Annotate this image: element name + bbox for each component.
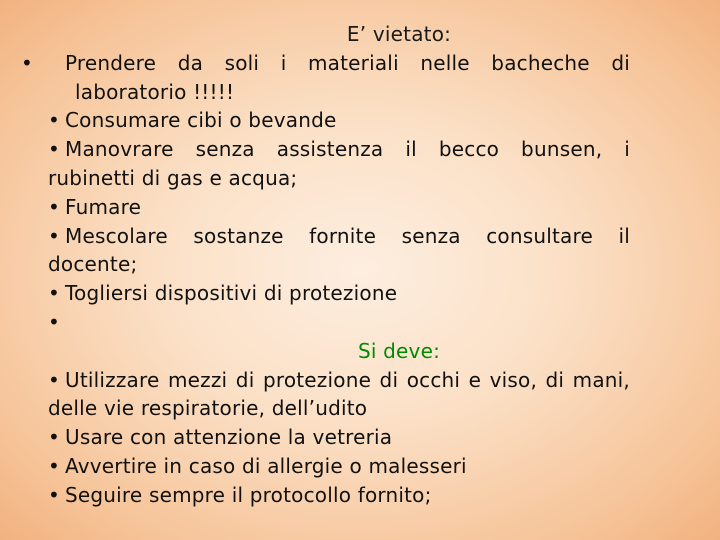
forbidden-item-6-text: Togliersi dispositivi di protezione xyxy=(65,281,398,306)
must-item-4-text: Seguire sempre il protocollo fornito; xyxy=(65,482,432,507)
forbidden-heading: E’ vietato: xyxy=(346,22,452,46)
bullet-icon: • xyxy=(48,137,60,162)
slide-content xyxy=(21,20,630,510)
forbidden-item-2-text: Consumare cibi o bevande xyxy=(65,108,337,133)
bullet-icon: • xyxy=(48,309,60,334)
bullet-icon: • xyxy=(48,425,60,450)
must-item-1-text: Utilizzare mezzi di protezione di occhi e viso, di mani, delle vie respiratorie, dell’udito xyxy=(48,367,630,421)
must-heading: Si deve: xyxy=(357,338,441,363)
forbidden-item-1-text: Prendere da soli i materiali nelle bacheche di laboratorio !!!!! xyxy=(65,50,630,104)
must-item-2 xyxy=(48,423,630,452)
forbidden-item-2 xyxy=(48,106,630,135)
must-item-3 xyxy=(48,452,630,481)
bullet-icon: • xyxy=(48,367,60,392)
forbidden-item-4-text: Fumare xyxy=(65,194,142,219)
bullet-icon: • xyxy=(21,50,33,75)
forbidden-item-3-text: Manovrare senza assistenza il becco bunsen, i rubinetti di gas e acqua; xyxy=(48,137,630,190)
bullet-icon: • xyxy=(48,108,60,133)
forbidden-item-5-text: Mescolare sostanze fornite senza consultare il docente; xyxy=(48,223,630,277)
must-item-1 xyxy=(48,366,630,424)
must-item-2-text: Usare con attenzione la vetreria xyxy=(65,425,393,450)
bullet-icon: • xyxy=(48,453,60,478)
forbidden-item-3 xyxy=(48,135,630,193)
forbidden-item-4 xyxy=(48,193,630,222)
forbidden-item-7-empty xyxy=(48,308,630,337)
forbidden-item-5 xyxy=(48,222,630,280)
bullet-icon: • xyxy=(48,281,60,306)
bullet-icon: • xyxy=(48,194,60,219)
must-item-4 xyxy=(48,481,630,510)
bullet-icon: • xyxy=(48,223,60,248)
forbidden-item-6 xyxy=(48,279,630,308)
must-item-3-text: Avvertire in caso di allergie o malesseri xyxy=(65,453,467,478)
forbidden-item-1 xyxy=(21,49,630,107)
bullet-icon: • xyxy=(48,482,60,507)
